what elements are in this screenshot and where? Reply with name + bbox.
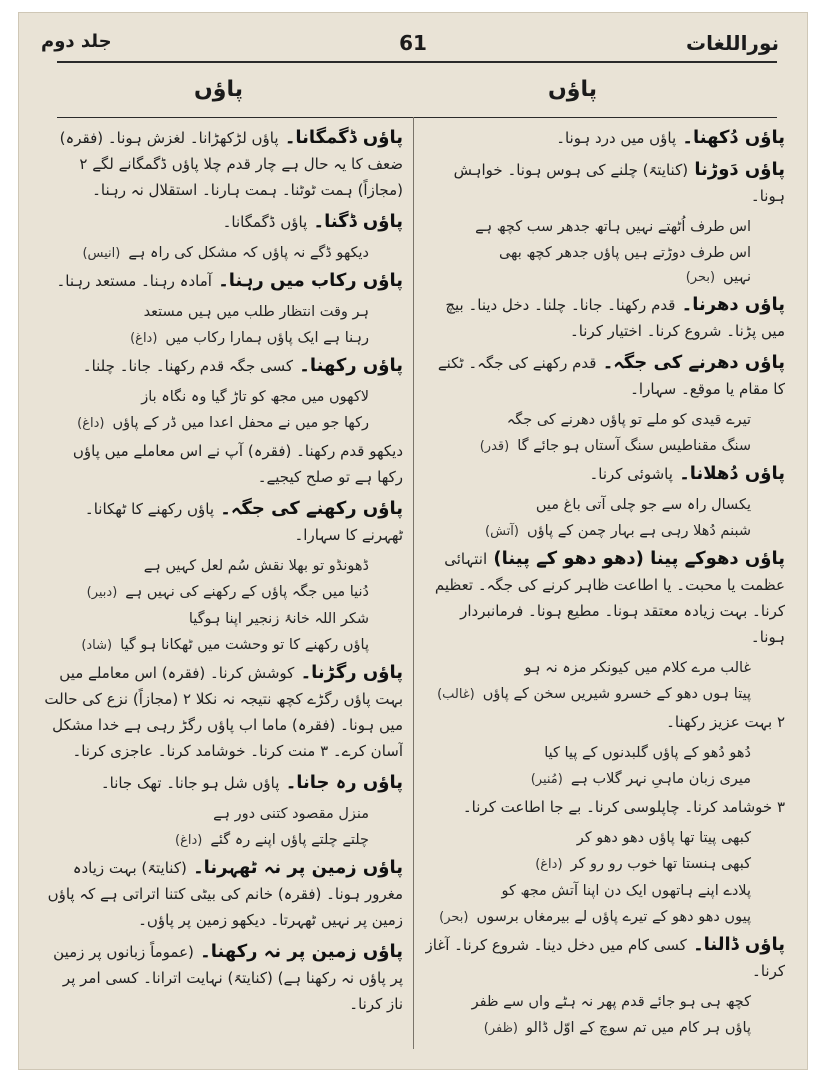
verse-text: شکر اللہ خانۂ زنجیر اپنا ہوگیا xyxy=(188,611,369,627)
verse-text: کبھی ہنستا تھا خوب رو رو کر xyxy=(570,856,751,872)
verse-line xyxy=(43,326,403,351)
poet-name: (غالب) xyxy=(437,687,475,702)
verse-line xyxy=(425,656,785,680)
left-column xyxy=(43,125,403,1051)
dictionary-entry xyxy=(425,546,785,650)
dictionary-entry xyxy=(43,939,403,1017)
verse-text: چلتے چلتے پاؤں اپنے رہ گئے xyxy=(210,832,369,848)
volume-label: جلد دوم xyxy=(41,31,112,52)
entry-definition: کسی کام میں دخل دینا۔ شروع کرنا۔ آغاز کرنا۔ xyxy=(425,936,785,980)
verse-line xyxy=(43,241,403,266)
entry-headword: پاؤں زمین پر نہ ٹھہرنا۔ xyxy=(186,857,403,878)
dictionary-entry xyxy=(425,461,785,487)
dictionary-entry xyxy=(43,496,403,548)
verse-text: لاکھوں میں مجھ کو تاڑ گیا وہ نگاہ باز xyxy=(141,389,369,405)
poet-name: (داغ) xyxy=(175,833,203,848)
entry-headword: پاؤں رکھنے کی جگہ۔ xyxy=(214,498,403,519)
verse-text: دُنیا میں جگہ پاؤں کے رکھنے کی نہیں ہے xyxy=(125,584,369,600)
verse-text: پاؤں ہر کام میں تم سوچ کے اوّل ڈالو xyxy=(526,1020,751,1036)
entry-definition: (کنایتہً) بہت زیادہ مغرور ہونا۔ (فقرہ) خانم کی بیٹی کتنا اتراتی ہے کہ پاؤں زمین پر نہیں ٹھہرتا۔ دیکھو زمین پر پاؤں۔ xyxy=(47,859,403,929)
entry-headword: پاؤں رکاب میں رہنا۔ xyxy=(211,270,403,291)
verse-text: منزل مقصود کتنی دور ہے xyxy=(213,806,369,822)
verse-text: شبنم دُھلا رہی ہے بہار چمن کے پاؤں xyxy=(527,523,751,539)
verse-line xyxy=(425,1016,785,1041)
poet-name: (بحر) xyxy=(685,270,716,285)
poet-name: (انیس) xyxy=(82,246,121,261)
entry-headword: پاؤں دھوکے پینا (دھو دھو کے پینا) xyxy=(487,548,785,569)
entry-headword: پاؤں دُھلانا۔ xyxy=(672,463,785,484)
verse-line xyxy=(43,300,403,324)
verse-text: سنگ مقناطیس سنگ آستاں ہو جائے گا xyxy=(517,438,751,454)
entry-headword: پاؤں دھرنا۔ xyxy=(675,294,785,315)
poet-name: (داغ) xyxy=(535,857,563,872)
verse-text: پیوں دھو دھو کے تیرے پاؤں لے بیرمغاں برسوں xyxy=(476,909,751,925)
verse-line xyxy=(425,826,785,850)
right-column-title: پاؤں xyxy=(548,77,597,102)
verse-line xyxy=(43,411,403,436)
entry-definition: کوشش کرنا۔ (فقرہ) اس معاملے میں بہت پاؤں رگڑے کچھ نتیجہ نہ نکلا ۲ (مجازاً) نزع کی حالت میں ہونا۔ (فقرہ) ماما اب پاؤں رگڑ رہی ہے خدا مشکل آسان کرے۔ ۳ منت کرنا۔ خوشامد کرنا۔ عاجزی کرنا۔ xyxy=(44,664,403,760)
entry-definition: پاؤں ڈگمگانا۔ xyxy=(222,213,308,231)
title-rule xyxy=(57,117,777,118)
poet-name: (آتش) xyxy=(485,524,519,539)
poet-name: (ظفر) xyxy=(483,1021,518,1036)
verse-text: دیکھو ڈگے نہ پاؤں کہ مشکل کی راہ ہے xyxy=(128,245,369,261)
verse-text: کچھ ہی ہو جائے قدم پھر نہ ہٹے واں سے ظفر xyxy=(471,994,751,1010)
verse-line xyxy=(43,580,403,605)
page-header xyxy=(19,13,807,73)
entry-definition: انتہائی عظمت یا محبت۔ یا اطاعت ظاہر کرنے کی جگہ۔ تعظیم کرنا۔ بہت زیادہ معتقد ہونا۔ مطیع ہونا۔ فرمانبردار ہونا۔ xyxy=(434,550,785,646)
entry-headword: پاؤں دُکھنا۔ xyxy=(676,127,785,148)
dictionary-entry xyxy=(43,125,403,203)
verse-line xyxy=(425,741,785,765)
verse-line xyxy=(425,215,785,239)
entry-definition: پاشوئی کرنا۔ xyxy=(589,465,673,483)
dictionary-entry xyxy=(425,709,785,735)
header-rule xyxy=(57,61,777,63)
entry-definition: پاؤں رکھنے کا ٹھکانا۔ ٹھہرنے کا سہارا۔ xyxy=(84,500,403,544)
entry-definition: (عموماً زبانوں پر زمین پر پاؤں نہ رکھنا ہے) (کنایتہً) نہایت اترانا۔ کسی امر پر ناز کرنا۔ xyxy=(53,943,403,1013)
verse-line xyxy=(425,682,785,707)
verse-text: ڈھونڈو تو بھلا نقش سُم لعل کہیں ہے xyxy=(143,558,369,574)
entry-definition: قدم رکھنے کی جگہ۔ ٹکنے کا مقام یا موقع۔ سہارا۔ xyxy=(437,354,785,398)
verse-text: پلادے اپنے ہاتھوں ایک دن اپنا آتش مجھ کو xyxy=(501,883,751,899)
verse-line xyxy=(425,241,785,290)
dictionary-entry xyxy=(43,660,403,764)
entry-headword: پاؤں ڈالنا۔ xyxy=(686,934,785,955)
entry-headword: پاؤں ڈگمگانا۔ xyxy=(278,127,403,148)
verse-text: دُھو دُھو کے پاؤں گلبدنوں کے پیا کیا xyxy=(544,745,751,761)
entry-headword: پاؤں رہ جانا۔ xyxy=(279,772,403,793)
left-column-title: پاؤں xyxy=(194,77,243,102)
verse-line xyxy=(425,990,785,1014)
entry-definition: پاؤں لڑکھڑانا۔ لغزش ہونا۔ (فقرہ) ضعف کا یہ حال ہے چار قدم چلا پاؤں ڈگمگانے لگے ۲ (مجازاً) ہمت ٹوٹنا۔ ہمت ہارنا۔ استقلال نہ رہنا۔ xyxy=(59,129,403,199)
verse-line xyxy=(425,493,785,517)
verse-line xyxy=(43,607,403,631)
verse-line xyxy=(43,633,403,658)
entry-definition: پاؤں شل ہو جانا۔ تھک جانا۔ xyxy=(100,774,280,792)
entry-headword: پاؤں ڈگنا۔ xyxy=(307,211,403,232)
poet-name: (بحر) xyxy=(439,910,469,925)
right-column xyxy=(425,125,785,1051)
entry-headword: پاؤں رگڑنا۔ xyxy=(294,662,403,683)
entry-definition: (کنایتہً) چلنے کی ہوس ہونا۔ خواہش ہونا۔ xyxy=(453,161,785,205)
verse-text: یکسال راہ سے جو چلی آتی باغ میں xyxy=(535,497,751,513)
book-title: نوراللغات xyxy=(686,31,779,55)
entry-definition: دیکھو قدم رکھنا۔ (فقرہ) آپ نے اس معاملے میں پاؤں رکھا ہے تو صلح کیجیے۔ xyxy=(72,442,403,486)
dictionary-entry xyxy=(425,125,785,151)
entry-definition: ۳ خوشامد کرنا۔ چاپلوسی کرنا۔ بے جا اطاعت کرنا۔ xyxy=(462,798,785,816)
poet-name: (مُنیر) xyxy=(530,772,563,787)
dictionary-entry xyxy=(425,932,785,984)
verse-text: اس طرف دوڑتے ہیں پاؤں جدھر کچھ بھی نہیں xyxy=(498,245,751,285)
verse-line xyxy=(425,408,785,432)
verse-text: پیتا ہوں دھو کے خسرو شیریں سخن کے پاؤں xyxy=(482,686,751,702)
entry-definition: ۲ بہت عزیز رکھنا۔ xyxy=(666,713,785,731)
verse-text: پاؤں رکھنے کا تو وحشت میں ٹھکانا ہو گیا xyxy=(120,637,369,653)
verse-line xyxy=(425,879,785,903)
verse-text: ہر وقت انتظار طلب میں ہیں مستعد xyxy=(143,304,369,320)
dictionary-entry xyxy=(43,209,403,235)
entry-definition: کسی جگہ قدم رکھنا۔ جانا۔ چلنا۔ xyxy=(82,357,294,375)
verse-line xyxy=(43,828,403,853)
verse-text: اس طرف اُٹھتے نہیں ہاتھ جدھر سب کچھ ہے xyxy=(475,219,751,235)
verse-line xyxy=(425,852,785,877)
poet-name: (قدر) xyxy=(479,439,510,454)
verse-text: تیرے قیدی کو ملے تو پاؤں دھرنے کی جگہ xyxy=(506,412,751,428)
verse-line xyxy=(425,767,785,792)
dictionary-entry xyxy=(43,268,403,294)
dictionary-entry xyxy=(43,855,403,933)
verse-text: میری زبان ماہیِ نہر گلاب ہے xyxy=(570,771,751,787)
verse-line xyxy=(425,434,785,459)
entry-headword: پاؤں رکھنا۔ xyxy=(293,355,403,376)
column-divider xyxy=(413,117,414,1049)
verse-text: رہنا ہے ایک پاؤں ہمارا رکاب میں xyxy=(165,330,369,346)
entry-definition: پاؤں میں درد ہونا۔ xyxy=(556,129,677,147)
poet-name: (دبیر) xyxy=(86,585,118,600)
verse-text: رکھا جو میں نے محفل اعدا میں ڈر کے پاؤں xyxy=(112,415,369,431)
verse-line xyxy=(43,385,403,409)
dictionary-entry xyxy=(425,350,785,402)
dictionary-page xyxy=(18,12,808,1070)
dictionary-entry xyxy=(425,794,785,820)
dictionary-entry xyxy=(43,438,403,490)
dictionary-entry xyxy=(425,157,785,209)
entry-headword: پاؤں دھرنے کی جگہ۔ xyxy=(596,352,785,373)
entry-headword: پاؤں زمین پر نہ رکھنا۔ xyxy=(193,941,403,962)
verse-line xyxy=(43,802,403,826)
entry-headword: پاؤں دَوڑنا xyxy=(688,159,785,180)
dictionary-entry xyxy=(425,292,785,344)
verse-line xyxy=(425,905,785,930)
page-number: 61 xyxy=(399,31,427,55)
poet-name: (شاد) xyxy=(81,638,113,653)
verse-text: غالب مرے کلام میں کیونکر مزہ نہ ہو xyxy=(524,660,751,676)
verse-text: کبھی پیتا تھا پاؤں دھو دھو کر xyxy=(576,830,751,846)
dictionary-entry xyxy=(43,770,403,796)
entry-definition: آمادہ رہنا۔ مستعد رہنا۔ xyxy=(56,272,212,290)
verse-line xyxy=(425,519,785,544)
poet-name: (داغ) xyxy=(130,331,158,346)
poet-name: (داغ) xyxy=(77,416,105,431)
verse-line xyxy=(43,554,403,578)
dictionary-entry xyxy=(43,353,403,379)
entry-definition: قدم رکھنا۔ جانا۔ چلنا۔ دخل دینا۔ بیچ میں پڑنا۔ شروع کرنا۔ اختیار کرنا۔ xyxy=(445,296,785,340)
